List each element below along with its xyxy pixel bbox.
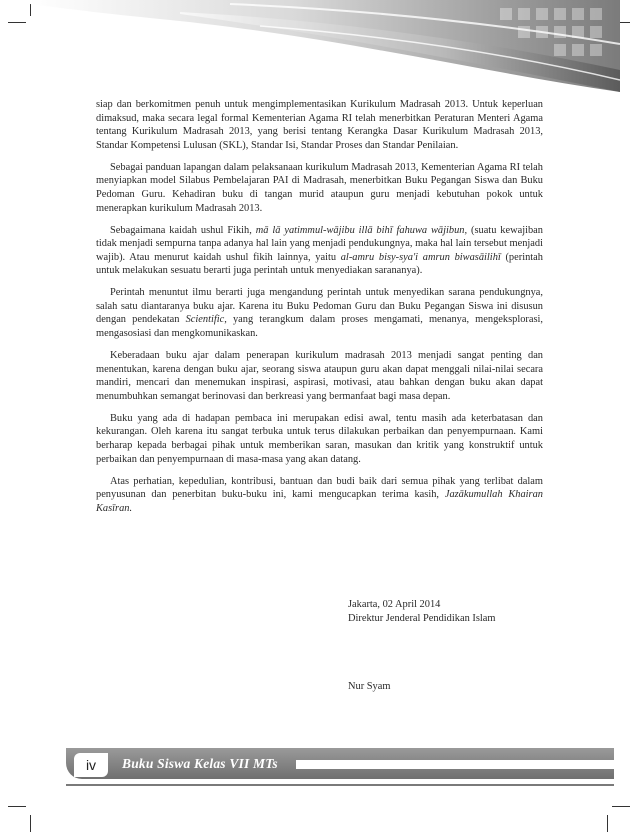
crop-mark xyxy=(8,806,26,807)
crop-mark xyxy=(612,806,630,807)
signature-name: Nur Syam xyxy=(348,681,391,692)
text-run: (suatu kewajiban tidak menjadi sempurna tanpa adanya hal lain yang menjadi pendukungnya, maka hal lain tersebut menjadi wajib). Atau menurut kaidah ushul fikih lainnya, yaitu xyxy=(96,224,543,263)
text-run: siap dan berkomitmen penuh untuk mengimplementasikan Kurikulum Madrasah 2013. Untuk keperluan dimaksud, maka secara legal formal Kementerian Agama RI telah menerbitkan Peraturan Menteri Agama tentang Kurikulum Madrasah 2013, yang berisi tentang Kerangka Dasar Kurikulum Madrasah 2013, Standar Kompetensi Lulusan (SKL), Standar Isi, Standar Proses dan Standar Penilaian. xyxy=(96,99,543,151)
crop-mark xyxy=(30,815,31,832)
signature-position: Direktur Jenderal Pendidikan Islam xyxy=(348,613,496,624)
text-run: , yang terangkum dalam proses mengamati, menanya, mengeksplorasi, mengasosiasi dan mengkomunikaskan. xyxy=(96,314,543,340)
paragraph xyxy=(96,98,543,152)
paragraph xyxy=(96,161,543,215)
crop-mark xyxy=(607,815,608,832)
paragraph xyxy=(96,349,543,403)
text-run: (perintah untuk melakukan sesuatu berarti juga perintah untuk menyediakan sarananya). xyxy=(96,251,543,277)
paragraph xyxy=(96,475,543,516)
text-run: Sebagaimana kaidah ushul Fikih, xyxy=(110,224,256,236)
text-run: Perintah menuntut ilmu berarti juga mengandung perintah untuk menyedikan sarana pendukungnya, salah satu diantaranya buku ajar. Karena itu Buku Pedoman Guru dan Buku Pegangan Siswa ini disusun dengan pendekatan xyxy=(96,287,543,326)
text-run: Buku yang ada di hadapan pembaca ini merupakan edisi awal, tentu masih ada keterbatasan dan kekurangan. Oleh karena itu sangat terbuka untuk terus dilakukan perbaikan dan penyempurnaan. Kami berharap kepada berbagai pihak untuk memberikan saran, masukan dan kritik yang konstruktif untuk perbaikan dan penyempurnaan di masa-masa yang akan datang. xyxy=(96,412,543,465)
foreword-text xyxy=(96,98,543,524)
italic-term: Scientific xyxy=(185,314,225,326)
italic-term: Jazākumullah Khairan Kasīran. xyxy=(96,489,543,514)
footer-rule xyxy=(66,784,614,786)
paragraph xyxy=(96,286,543,340)
page-number: iv xyxy=(74,753,108,777)
footer-stripe xyxy=(296,760,614,769)
italic-term: al-amru bisy-sya'i amrun biwasāilihī xyxy=(340,251,501,263)
signature-place-date: Jakarta, 02 April 2014 xyxy=(348,599,441,610)
italic-term: mā lā yatimmul-wājibu illā bihī fahuwa wājibun, xyxy=(255,224,468,236)
header-decoration xyxy=(30,0,620,95)
book-title: Buku Siswa Kelas VII MTs xyxy=(122,756,278,771)
text-run: Atas perhatian, kepedulian, kontribusi, bantuan dan budi baik dari semua pihak yang terlibat dalam penyusunan dan penerbitan buku-buku ini, kami mengucapkan terima kasih, xyxy=(96,475,543,501)
text-run: Keberadaan buku ajar dalam penerapan kurikulum madrasah 2013 menjadi sangat penting dan menentukan, karena dengan buku ajar, seorang siswa ataupun guru akan dapat menggali nilai-nilai secara mandiri, mencari dan menemukan inspirasi, aspirasi, motivasi, atau bahkan dengan buku akan dapat menumbuhkan semangat berinovasi dan berkreasi yang bermanfaat bagi masa depan. xyxy=(96,350,543,402)
paragraph xyxy=(96,224,543,278)
crop-mark xyxy=(8,22,26,23)
paragraph xyxy=(96,412,543,466)
text-run: Sebagai panduan lapangan dalam pelaksanaan kurikulum Madrasah 2013, Kementerian Agama RI telah menyiapkan model Silabus Pembelajaran PAI di Madrasah, menerbitkan Buku Pegangan Siswa dan Buku Pedoman Guru. Kehadiran buku di tangan murid ataupun guru menjadi kebutuhan pokok untuk menerapkan kurikulum Madrasah 2013. xyxy=(96,161,543,214)
